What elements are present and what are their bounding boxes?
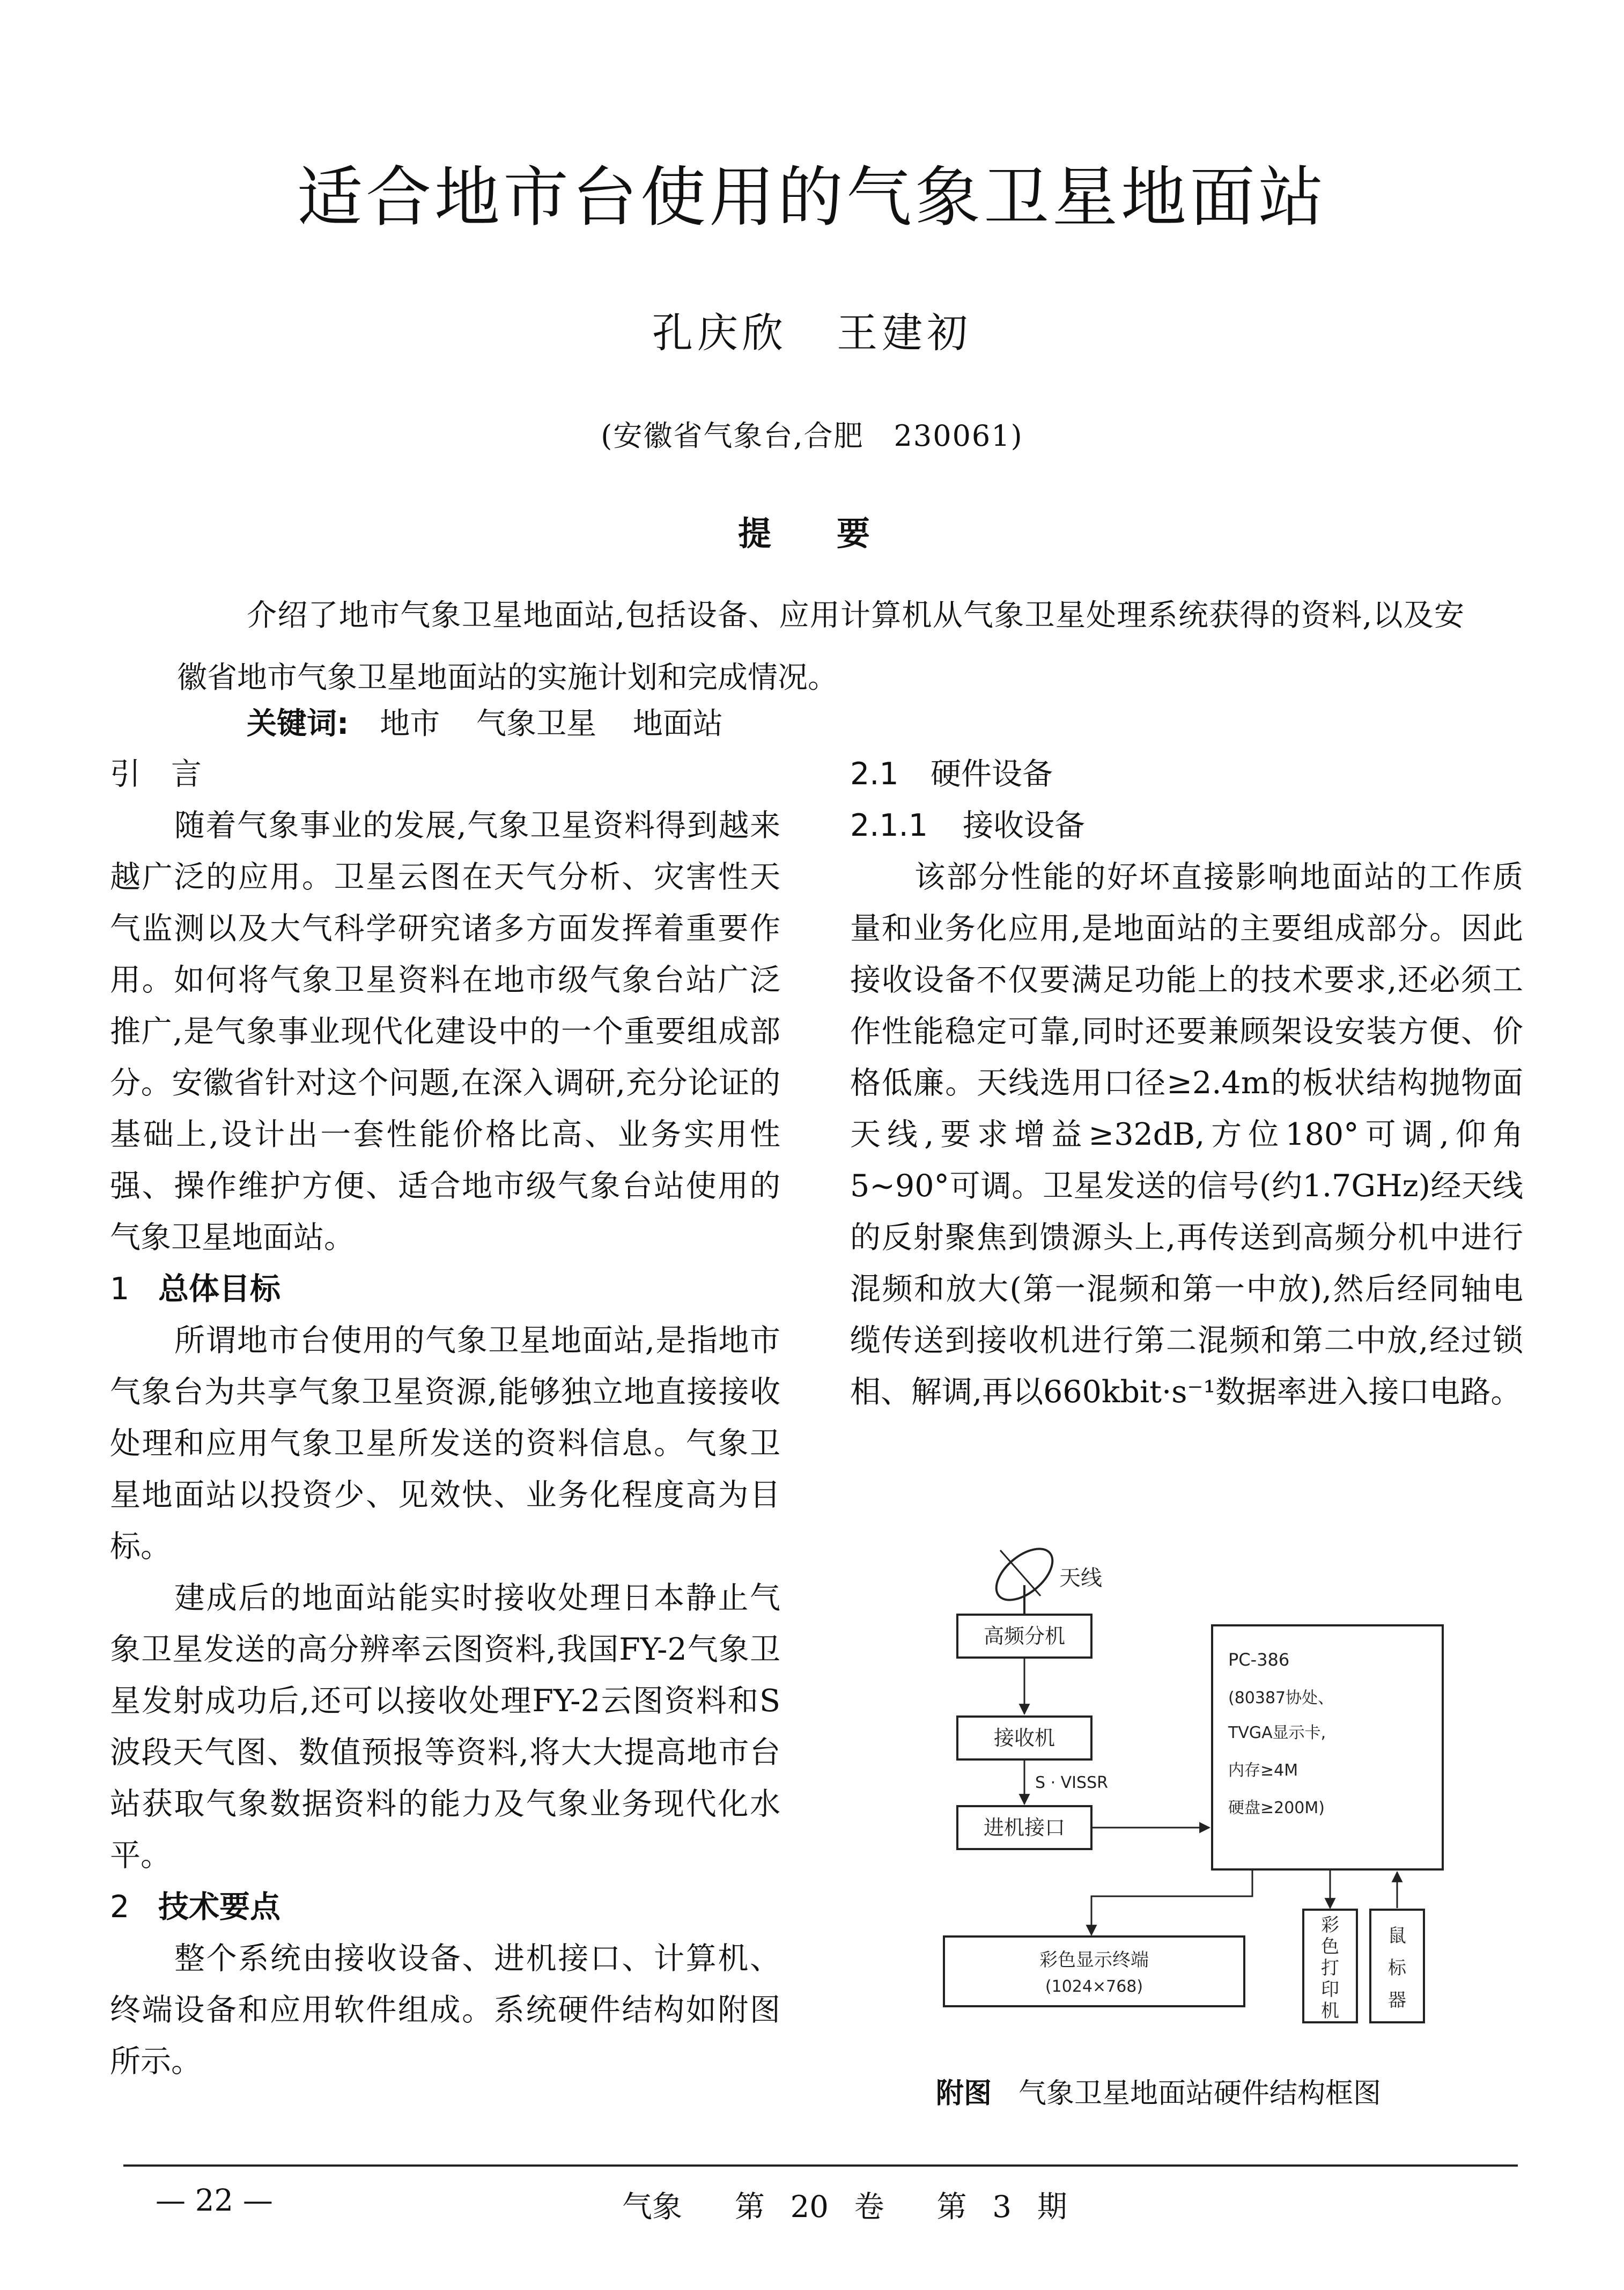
keyword: 气象卫星 bbox=[476, 706, 597, 741]
page-number: — 22 — bbox=[156, 2183, 273, 2218]
section-number: 2 bbox=[110, 1889, 130, 1925]
section-heading-2-1 bbox=[850, 748, 1523, 800]
author-name: 王建初 bbox=[837, 309, 972, 357]
journal-volume: 第 20 卷 bbox=[734, 2190, 884, 2225]
keyword: 地面站 bbox=[632, 706, 723, 741]
paper-title: 适合地市台使用的气象卫星地面站 bbox=[297, 159, 1327, 235]
author-list bbox=[0, 300, 1624, 359]
section-number: 1 bbox=[110, 1271, 130, 1307]
pc-spec-line: (80387协处、 bbox=[1228, 1689, 1334, 1707]
section-title: 总体目标 bbox=[158, 1271, 280, 1307]
connector-line bbox=[1091, 1869, 1252, 1935]
hardware-block-diagram bbox=[931, 1526, 1494, 2030]
journal-name: 气象 bbox=[622, 2190, 682, 2225]
antenna-icon bbox=[987, 1539, 1062, 1615]
abstract-heading: 提 要 bbox=[737, 514, 886, 553]
mouse-label-char: 标 bbox=[1388, 1957, 1406, 1979]
intro-paragraph: 随着气象事业的发展,气象卫星资料得到越来越广泛的应用。卫星云图在天气分析、灾害性天气监测以及大气科学研究诸多方面发挥着重要作用。如何将气象卫星资料在地市级气象台站广泛推广,是气象事业现代化建设中的一个重要组成部分。安徽省针对这个问题,在深入调研,充分论证的基础上,设计出一套性能价格比高、业务实用性强、操作维护方便、适合地市级气象台站使用的气象卫星地面站。 bbox=[110, 808, 780, 1255]
author-name: 孔庆欣 bbox=[652, 309, 787, 357]
section-number: 2.1.1 bbox=[850, 808, 928, 843]
section-title: 技术要点 bbox=[158, 1889, 280, 1925]
section-heading-intro: 引 言 bbox=[110, 756, 202, 792]
rf-unit-label: 高频分机 bbox=[983, 1624, 1066, 1648]
display-label: 彩色显示终端 bbox=[1039, 1949, 1149, 1971]
printer-label-char: 打 bbox=[1321, 1957, 1339, 1979]
section-number: 2.1 bbox=[850, 756, 899, 792]
printer-label-char: 色 bbox=[1321, 1936, 1339, 1957]
pc-spec-line: 内存≥4M bbox=[1228, 1761, 1298, 1780]
journal-issue: 第 3 期 bbox=[936, 2190, 1067, 2225]
printer-label-char: 彩 bbox=[1321, 1915, 1339, 1936]
section-1-paragraph-1: 所谓地市台使用的气象卫星地面站,是指地市气象台为共享气象卫星资源,能够独立地直接接收处理和应用气象卫星所发送的资料信息。气象卫星地面站以投资少、见效快、业务化程度高为目标。 bbox=[110, 1323, 780, 1564]
section-1-paragraph-2: 建成后的地面站能实时接收处理日本静止气象卫星发送的高分辨率云图资料,我国FY-2气象卫星发射成功后,还可以接收处理FY-2云图资料和S波段天气图、数值预报等资料,将大大提高地市台站获取气象数据资料的能力及气象业务现代化水平。 bbox=[110, 1580, 780, 1873]
author-affiliation: (安徽省气象台,合肥 230061) bbox=[601, 419, 1023, 453]
display-resolution: (1024×768) bbox=[1045, 1977, 1143, 1996]
keywords bbox=[247, 700, 750, 743]
pc-spec-line: TVGA显示卡, bbox=[1228, 1724, 1326, 1742]
antenna-label: 天线 bbox=[1059, 1566, 1102, 1591]
signal-label: S · VISSR bbox=[1035, 1773, 1108, 1792]
receiver-label: 接收机 bbox=[993, 1726, 1055, 1750]
keyword: 地市 bbox=[380, 706, 440, 741]
section-heading-2-1-1 bbox=[850, 800, 1523, 851]
section-title: 硬件设备 bbox=[931, 756, 1053, 792]
printer-label-char: 印 bbox=[1321, 1979, 1339, 2000]
section-heading-1 bbox=[110, 1263, 780, 1315]
figure-caption bbox=[936, 2071, 1499, 2111]
figure-caption-text: 气象卫星地面站硬件结构框图 bbox=[1018, 2078, 1382, 2110]
left-column bbox=[110, 748, 780, 2087]
section-2-1-1-paragraph: 该部分性能的好坏直接影响地面站的工作质量和业务化应用,是地面站的主要组成部分。因此接收设备不仅要满足功能上的技术要求,还必须工作性能稳定可靠,同时还要兼顾架设安装方便、价格低廉。天线选用口径≥2.4m的板状结构抛物面天线,要求增益≥32dB,方位180°可调,仰角5~90°可调。卫星发送的信号(约1.7GHz)经天线的反射聚焦到馈源头上,再传送到高频分机中进行混频和放大(第一混频和第一中放),然后经同轴电缆传送到接收机进行第二混频和第二中放,经过锁相、解调,再以660kbit·s⁻¹数据率进入接口电路。 bbox=[850, 859, 1523, 1410]
section-2-paragraph-1: 整个系统由接收设备、进机接口、计算机、终端设备和应用软件组成。系统硬件结构如附图所示。 bbox=[110, 1941, 780, 2079]
pc-spec-line: PC-386 bbox=[1228, 1650, 1290, 1670]
printer-label-char: 机 bbox=[1321, 2000, 1339, 2022]
pc-spec-line: 硬盘≥200M) bbox=[1228, 1799, 1325, 1817]
keywords-label: 关键词: bbox=[247, 706, 349, 741]
mouse-label-char: 器 bbox=[1388, 1990, 1406, 2011]
right-column bbox=[850, 748, 1523, 1418]
section-heading-2 bbox=[110, 1881, 780, 1933]
footer-divider bbox=[123, 2164, 1518, 2167]
journal-info bbox=[622, 2183, 1094, 2226]
section-title: 接收设备 bbox=[963, 808, 1085, 843]
figure-caption-label: 附图 bbox=[936, 2078, 992, 2110]
interface-label: 进机接口 bbox=[983, 1816, 1066, 1839]
mouse-label-char: 鼠 bbox=[1388, 1925, 1406, 1947]
abstract-text: 介绍了地市气象卫星地面站,包括设备、应用计算机从气象卫星处理系统获得的资料,以及安徽省地市气象卫星地面站的实施计划和完成情况。 bbox=[177, 598, 1464, 695]
